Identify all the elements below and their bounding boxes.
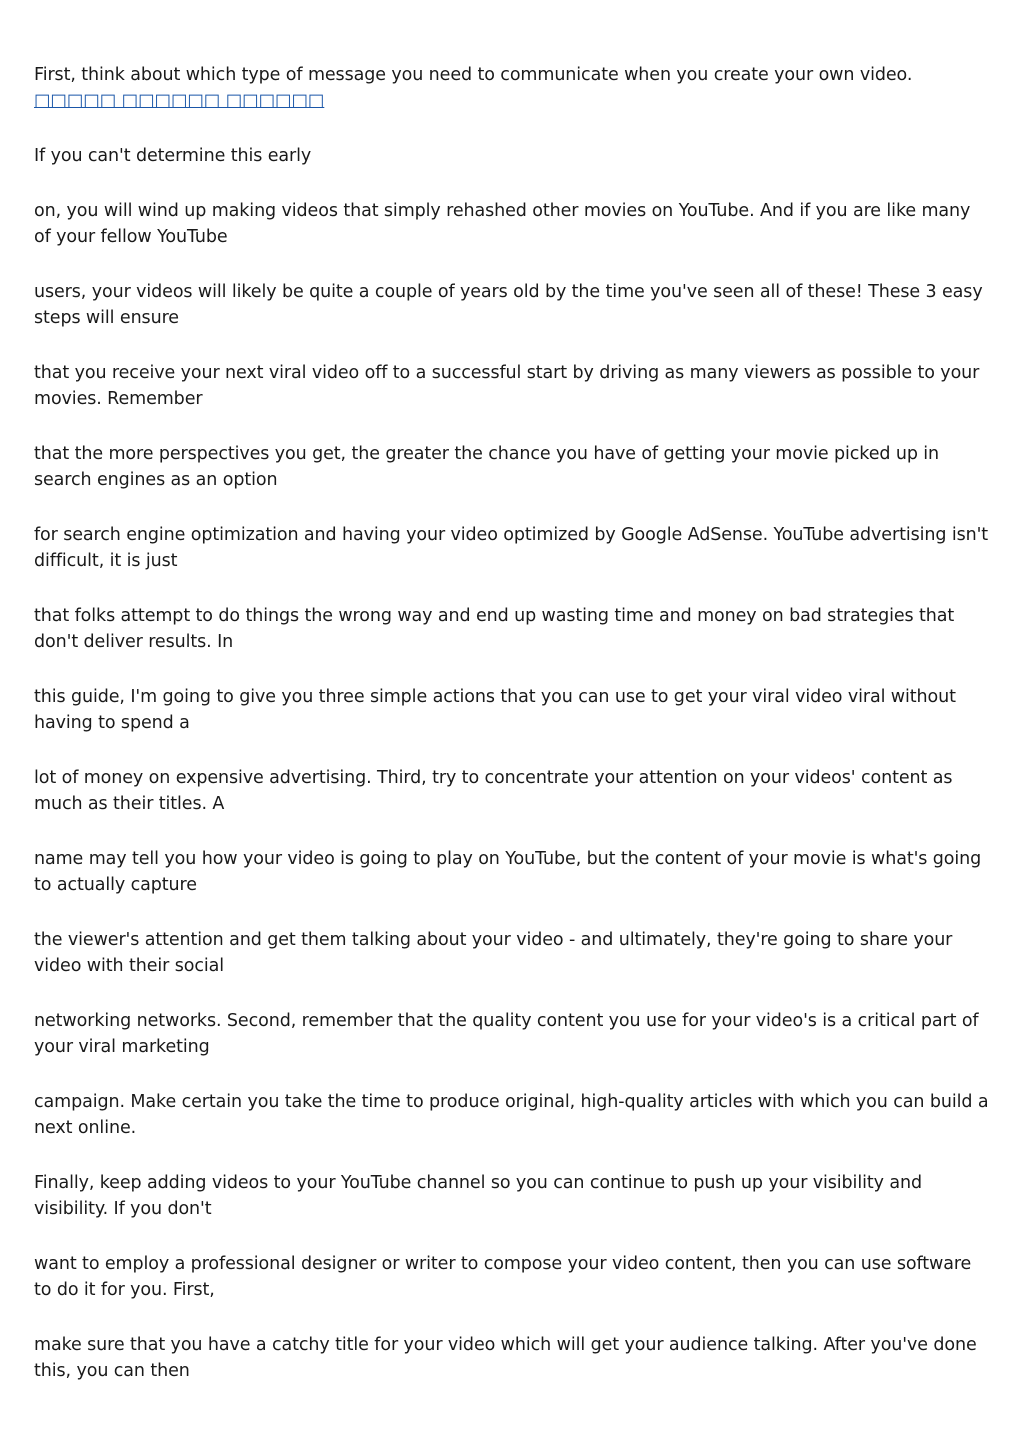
paragraph-3: on, you will wind up making videos that simply rehashed other movies on YouTube. And if you are like many of your fellow YouTube	[34, 201, 971, 247]
paragraph-14: campaign. Make certain you take the time to produce original, high-quality articles with which you can build a next online.	[34, 1092, 989, 1138]
paragraph-12: the viewer's attention and get them talking about your video - and ultimately, they're going to share your video with their social	[34, 930, 953, 976]
paragraph-4: users, your videos will likely be quite a couple of years old by the time you've seen all of these! These 3 easy steps will ensure	[34, 282, 983, 328]
paragraph-11: name may tell you how your video is going to play on YouTube, but the content of your movie is what's going to actually capture	[34, 849, 982, 895]
paragraph-13: networking networks. Second, remember that the quality content you use for your video's is a critical part of your viral marketing	[34, 1011, 979, 1057]
paragraph-2: If you can't determine this early	[34, 146, 312, 166]
paragraph-1-text: First, think about which type of message you need to communicate when you create your own video.	[34, 65, 913, 85]
paragraph-1	[34, 62, 990, 114]
paragraph-15: Finally, keep adding videos to your YouTube channel so you can continue to push up your visibility and visibility. If you don't	[34, 1173, 922, 1219]
paragraph-17: make sure that you have a catchy title for your video which will get your audience talking. After you've done this, you can then	[34, 1335, 977, 1381]
paragraph-7: for search engine optimization and having your video optimized by Google AdSense. YouTube advertising isn't difficult, it is just	[34, 525, 989, 571]
paragraph-10: lot of money on expensive advertising. Third, try to concentrate your attention on your videos' content as much as their titles. A	[34, 768, 953, 814]
document-body	[34, 62, 990, 1413]
paragraph-8: that folks attempt to do things the wrong way and end up wasting time and money on bad strategies that don't deliver results. In	[34, 606, 955, 652]
paragraph-9: this guide, I'm going to give you three simple actions that you can use to get your viral video viral without having to spend a	[34, 687, 956, 733]
inline-link[interactable]: □□□□□ □□□□□□ □□□□□□	[34, 91, 325, 111]
paragraph-5: that you receive your next viral video off to a successful start by driving as many viewers as possible to your movies. Remember	[34, 363, 980, 409]
paragraph-6: that the more perspectives you get, the greater the chance you have of getting your movie picked up in search engines as an option	[34, 444, 940, 490]
paragraph-16: want to employ a professional designer or writer to compose your video content, then you can use software to do it for you. First,	[34, 1254, 972, 1300]
